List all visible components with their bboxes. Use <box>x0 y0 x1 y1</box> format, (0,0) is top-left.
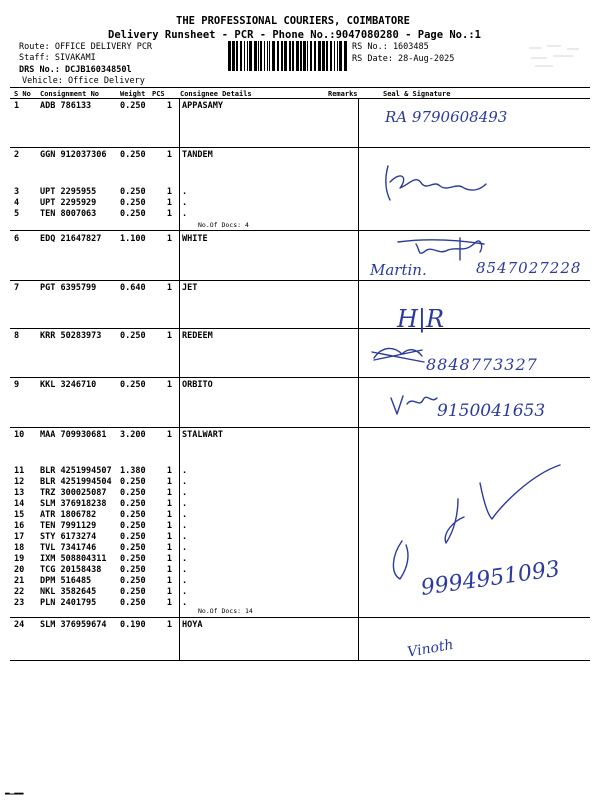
row-5-cn: TEN 8007063 <box>40 209 97 219</box>
row-21-sno: 21 <box>14 576 25 586</box>
signature-3-phone: 8547027228 <box>476 259 582 277</box>
row-20-cn: TCG 20158438 <box>40 565 102 575</box>
signature-1-text: RA 9790608493 <box>385 108 508 126</box>
row-7-cn: PGT 6395799 <box>40 283 97 293</box>
row-2-name: TANDEM <box>182 150 213 160</box>
barcode-bar <box>307 41 308 71</box>
row-24-pcs: 1 <box>166 620 172 630</box>
col-consignment: Consignment No <box>40 90 100 98</box>
row-13-wt: 0.250 <box>120 488 146 498</box>
row-11-sno: 11 <box>14 466 25 476</box>
row-18-name: . <box>182 543 188 553</box>
col-pcs: PCS <box>152 90 165 98</box>
column-rule-3-1 <box>179 230 180 280</box>
column-rule-8-2 <box>358 617 359 660</box>
row-14-sno: 14 <box>14 499 25 509</box>
row-11-pcs: 1 <box>166 466 172 476</box>
row-1-cn: ADB 786133 <box>40 101 92 111</box>
col-sno: S No <box>14 90 31 98</box>
row-11-wt: 1.380 <box>120 466 146 476</box>
corner-mark: ▂▁▂▂ <box>5 788 24 795</box>
row-18-cn: TVL 7341746 <box>40 543 97 553</box>
faint-stamp <box>525 40 585 70</box>
row-19-sno: 19 <box>14 554 25 564</box>
column-rule-5-2 <box>358 328 359 377</box>
row-17-cn: STY 6173274 <box>40 532 97 542</box>
row-3-wt: 0.250 <box>120 187 146 197</box>
column-rule-1-2 <box>358 98 359 147</box>
barcode-bar <box>284 41 287 71</box>
barcode-bar <box>254 41 257 71</box>
table-header-rule <box>10 98 590 99</box>
row-22-sno: 22 <box>14 587 25 597</box>
barcode-bar <box>277 41 279 71</box>
row-11-name: . <box>182 466 188 476</box>
row-22-name: . <box>182 587 188 597</box>
column-rule-5-1 <box>179 328 180 377</box>
barcode-bar <box>310 41 312 71</box>
row-13-sno: 13 <box>14 488 25 498</box>
row-21-wt: 0.250 <box>120 576 146 586</box>
row-20-pcs: 1 <box>166 565 172 575</box>
barcode-bar <box>296 41 299 71</box>
barcode-bar <box>281 41 283 71</box>
row-2-cn: GGN 912037306 <box>40 150 107 160</box>
row-3-cn: UPT 2295955 <box>40 187 97 197</box>
row-24-sno: 24 <box>14 620 25 630</box>
row-1-pcs: 1 <box>166 101 172 111</box>
column-rule-8-1 <box>179 617 180 660</box>
barcode-bar <box>330 41 332 71</box>
row-18-sno: 18 <box>14 543 25 553</box>
row-12-name: . <box>182 477 188 487</box>
row-12-sno: 12 <box>14 477 25 487</box>
row-4-name: . <box>182 198 188 208</box>
row-24-wt: 0.190 <box>120 620 146 630</box>
row-8-sno: 8 <box>14 331 20 341</box>
row-12-cn: BLR 4251994504 <box>40 477 112 487</box>
column-rule-6-2 <box>358 377 359 427</box>
rs-date: RS Date: 28-Aug-2025 <box>352 54 455 64</box>
barcode-bar <box>258 41 259 71</box>
row-23-name: . <box>182 598 188 608</box>
row-22-cn: NKL 3582645 <box>40 587 97 597</box>
row-4-sno: 4 <box>14 198 20 208</box>
row-8-cn: KRR 50283973 <box>40 331 102 341</box>
row-5-sno: 5 <box>14 209 20 219</box>
row-8-pcs: 1 <box>166 331 172 341</box>
row-21-pcs: 1 <box>166 576 172 586</box>
barcode-bar <box>269 41 270 71</box>
row-7-wt: 0.640 <box>120 283 146 293</box>
signature-6 <box>385 380 565 425</box>
col-remarks: Remarks <box>328 90 358 98</box>
barcode-bar <box>272 41 275 71</box>
row-9-wt: 0.250 <box>120 380 146 390</box>
signature-3 <box>368 230 600 285</box>
signature-1 <box>383 100 543 140</box>
column-rule-7-1 <box>179 427 180 617</box>
signature-7 <box>380 455 580 625</box>
column-rule-7-2 <box>358 427 359 617</box>
row-9-sno: 9 <box>14 380 20 390</box>
row-14-cn: SLM 376918238 <box>40 499 107 509</box>
row-7-pcs: 1 <box>166 283 172 293</box>
row-1-name: APPASAMY <box>182 101 223 111</box>
col-seal: Seal & Signature <box>383 90 451 98</box>
column-rule-2-1 <box>179 147 180 230</box>
row-12-wt: 0.250 <box>120 477 146 487</box>
docs-count-a: No.Of Docs: 4 <box>198 221 249 229</box>
company-title: THE PROFESSIONAL COURIERS, COIMBATORE <box>176 15 410 27</box>
row-2-pcs: 1 <box>166 150 172 160</box>
row-5-wt: 0.250 <box>120 209 146 219</box>
row-13-pcs: 1 <box>166 488 172 498</box>
row-16-sno: 16 <box>14 521 25 531</box>
barcode-bar <box>318 41 321 71</box>
barcode-bar <box>339 41 342 71</box>
row-23-wt: 0.250 <box>120 598 146 608</box>
signature-8 <box>405 632 495 662</box>
row-6-cn: EDQ 21647827 <box>40 234 102 244</box>
row-23-cn: PLN 2401795 <box>40 598 97 608</box>
row-6-sno: 6 <box>14 234 20 244</box>
barcode-bar <box>236 41 238 71</box>
row-18-pcs: 1 <box>166 543 172 553</box>
signature-8-text: Vinoth <box>406 636 455 661</box>
row-15-wt: 0.250 <box>120 510 146 520</box>
row-17-sno: 17 <box>14 532 25 542</box>
row-2-wt: 0.250 <box>120 150 146 160</box>
row-23-pcs: 1 <box>166 598 172 608</box>
row-19-wt: 0.250 <box>120 554 146 564</box>
barcode-bar <box>232 41 235 71</box>
row-24-name: HOYA <box>182 620 203 630</box>
barcode-bar <box>249 41 252 71</box>
row-10-name: STALWART <box>182 430 223 440</box>
row-1-sno: 1 <box>14 101 20 111</box>
barcode-bar <box>247 41 248 71</box>
signature-7-numbers: 9994951093 <box>419 556 562 601</box>
row-21-name: . <box>182 576 188 586</box>
row-1-wt: 0.250 <box>120 101 146 111</box>
row-22-wt: 0.250 <box>120 587 146 597</box>
group-rule-1 <box>10 147 590 148</box>
column-rule-1-1 <box>179 98 180 147</box>
row-11-cn: BLR 4251994507 <box>40 466 112 476</box>
barcode-bar <box>344 41 347 71</box>
row-3-sno: 3 <box>14 187 20 197</box>
barcode-bar <box>264 41 265 71</box>
column-rule-6-1 <box>179 377 180 427</box>
drs-number: DRS No.: DCJB16034850l <box>19 65 132 75</box>
barcode-bar <box>267 41 268 71</box>
row-4-pcs: 1 <box>166 198 172 208</box>
row-10-cn: MAA 709930681 <box>40 430 107 440</box>
row-18-wt: 0.250 <box>120 543 146 553</box>
group-rule-6 <box>10 427 590 428</box>
group-rule-8 <box>10 660 590 661</box>
row-9-pcs: 1 <box>166 380 172 390</box>
row-5-name: . <box>182 209 188 219</box>
row-17-name: . <box>182 532 188 542</box>
staff-label: Staff: SIVAKAMI <box>19 53 96 63</box>
barcode-bar <box>300 41 302 71</box>
row-7-name: JET <box>182 283 198 293</box>
row-13-cn: TRZ 300025087 <box>40 488 107 498</box>
barcode-bar <box>260 41 262 71</box>
row-6-wt: 1.100 <box>120 234 146 244</box>
rs-number: RS No.: 1603485 <box>352 42 429 52</box>
row-16-wt: 0.250 <box>120 521 146 531</box>
col-weight: Weight <box>120 90 146 98</box>
row-7-sno: 7 <box>14 283 20 293</box>
col-consignee: Consignee Details <box>180 90 252 98</box>
row-19-name: . <box>182 554 188 564</box>
row-17-pcs: 1 <box>166 532 172 542</box>
row-15-cn: ATR 1806782 <box>40 510 97 520</box>
vehicle-label: Vehicle: Office Delivery <box>22 76 145 86</box>
row-16-pcs: 1 <box>166 521 172 531</box>
barcode-bar <box>303 41 306 71</box>
barcode-bar <box>289 41 291 71</box>
signature-2-scribble <box>380 160 490 205</box>
row-20-sno: 20 <box>14 565 25 575</box>
barcode-bar <box>322 41 325 71</box>
row-20-wt: 0.250 <box>120 565 146 575</box>
row-19-pcs: 1 <box>166 554 172 564</box>
row-8-wt: 0.250 <box>120 331 146 341</box>
barcode-bar <box>314 41 316 71</box>
barcode <box>228 41 348 71</box>
row-23-sno: 23 <box>14 598 25 608</box>
route-label: Route: OFFICE DELIVERY PCR <box>19 42 153 52</box>
barcode-bar <box>240 41 242 71</box>
barcode-bar <box>326 41 328 71</box>
barcode-bar <box>244 41 245 71</box>
row-19-cn: IXM 508804311 <box>40 554 107 564</box>
row-16-name: . <box>182 521 188 531</box>
row-5-pcs: 1 <box>166 209 172 219</box>
row-6-pcs: 1 <box>166 234 172 244</box>
column-rule-4-2 <box>358 280 359 328</box>
signature-5-phone: 8848773327 <box>426 355 538 374</box>
barcode-bar <box>292 41 294 71</box>
runsheet-subtitle: Delivery Runsheet - PCR - Phone No.:9047080280 - Page No.:1 <box>108 29 481 41</box>
column-rule-4-1 <box>179 280 180 328</box>
row-3-name: . <box>182 187 188 197</box>
signature-4-text: H|R <box>397 305 445 333</box>
signature-4 <box>395 300 475 335</box>
row-14-wt: 0.250 <box>120 499 146 509</box>
row-8-name: REDEEM <box>182 331 213 341</box>
barcode-bar <box>228 41 231 71</box>
row-20-name: . <box>182 565 188 575</box>
row-24-cn: SLM 376959674 <box>40 620 107 630</box>
barcode-bar <box>337 41 338 71</box>
row-14-name: . <box>182 499 188 509</box>
row-10-sno: 10 <box>14 430 25 440</box>
row-13-name: . <box>182 488 188 498</box>
signature-3-name: Martin. <box>370 261 427 279</box>
row-17-wt: 0.250 <box>120 532 146 542</box>
row-9-cn: KKL 3246710 <box>40 380 97 390</box>
row-14-pcs: 1 <box>166 499 172 509</box>
row-4-cn: UPT 2295929 <box>40 198 97 208</box>
row-6-name: WHITE <box>182 234 208 244</box>
row-12-pcs: 1 <box>166 477 172 487</box>
signature-5 <box>370 338 585 378</box>
docs-count-b: No.Of Docs: 14 <box>198 607 253 615</box>
barcode-bar <box>334 41 335 71</box>
row-10-wt: 3.200 <box>120 430 146 440</box>
row-2-sno: 2 <box>14 150 20 160</box>
row-21-cn: DPM 516485 <box>40 576 92 586</box>
column-rule-2-2 <box>358 147 359 230</box>
row-9-name: ORBITO <box>182 380 213 390</box>
row-15-name: . <box>182 510 188 520</box>
column-rule-3-2 <box>358 230 359 280</box>
row-10-pcs: 1 <box>166 430 172 440</box>
row-22-pcs: 1 <box>166 587 172 597</box>
row-3-pcs: 1 <box>166 187 172 197</box>
row-15-sno: 15 <box>14 510 25 520</box>
row-16-cn: TEN 7991129 <box>40 521 97 531</box>
signature-6-phone: 9150041653 <box>437 401 546 421</box>
row-4-wt: 0.250 <box>120 198 146 208</box>
group-rule-4 <box>10 328 590 329</box>
table-top-rule <box>10 87 590 88</box>
row-15-pcs: 1 <box>166 510 172 520</box>
